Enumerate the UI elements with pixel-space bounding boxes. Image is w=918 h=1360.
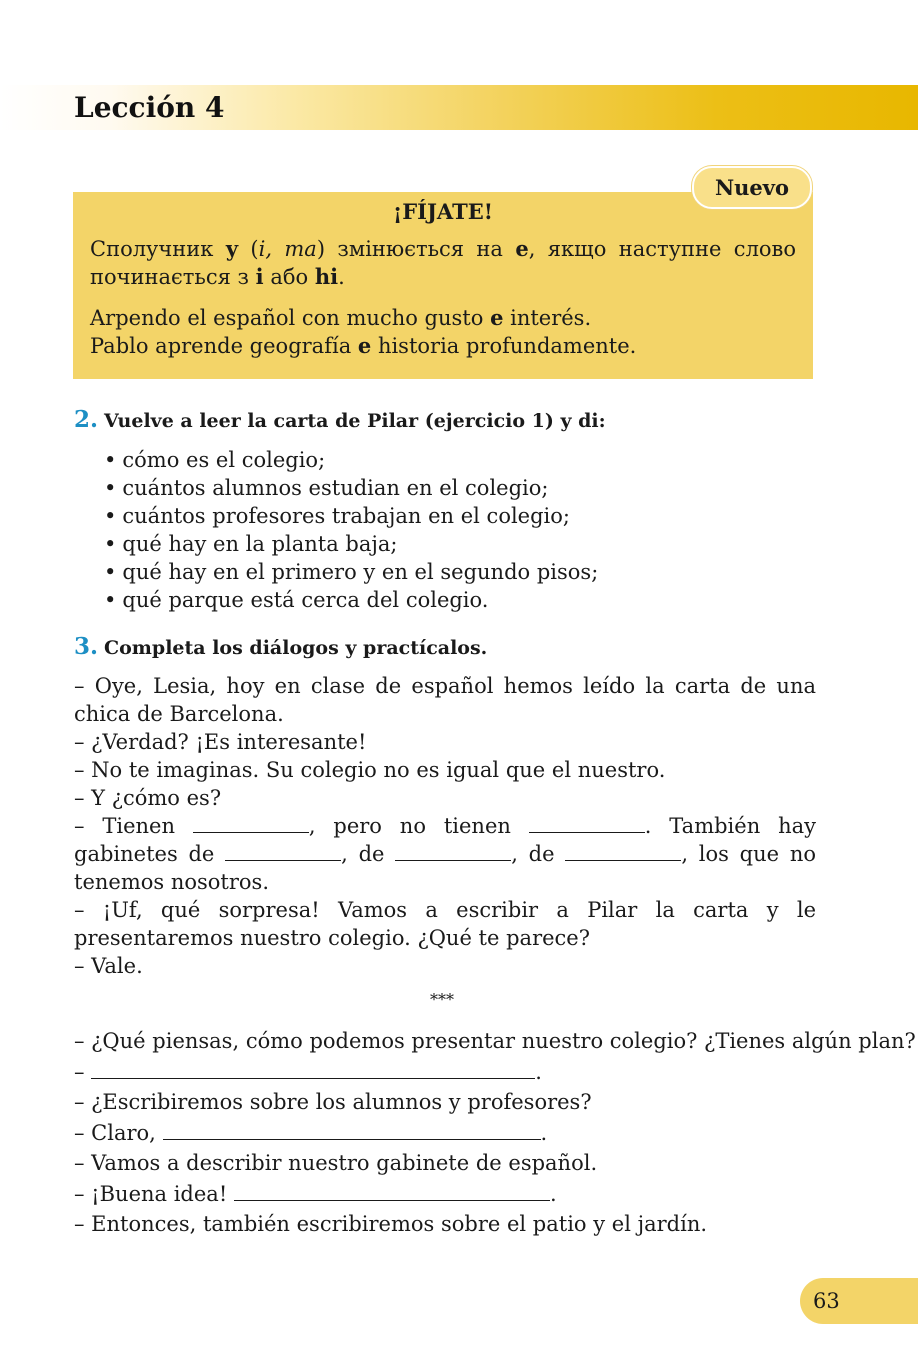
nuevo-badge: Nuevo [692,166,812,209]
dialog-line: – Vamos a describir nuestro gabinete de español. [74,1151,598,1175]
dialog-line-with-blanks: – Tienen , pero no tienen . También hay gabinetes de , de , de , los que no tenemos nosotros. [74,814,816,894]
answer-blank[interactable] [163,1121,541,1140]
dialog-line: – Vale. [74,954,143,978]
dialog-line: – ¡Uf, qué sorpresa! Vamos a escribir a Pilar la carta y le presentaremos nuestro colegio. ¿Qué te parece? [74,898,816,950]
answer-blank[interactable] [225,842,341,861]
dialog-line-with-blank: – ¡Buena idea! . [74,1181,557,1206]
fijate-rule: Сполучник y (i, та) змінюється на e, якщо наступне слово починається з i або hi. [90,236,797,289]
dialog-line: – No te imaginas. Su colegio no es igual que el nuestro. [74,758,666,782]
answer-blank[interactable] [565,842,681,861]
list-item: • cómo es el colegio; [104,446,598,474]
exercise-2-instruction: Vuelve a leer la carta de Pilar (ejercicio 1) y di: [104,410,606,432]
fijate-example-1: Arpendo el español con mucho gusto e interés. [90,305,592,330]
answer-blank[interactable] [529,814,645,833]
answer-blank[interactable] [234,1182,550,1201]
exercise-3-number: 3. [74,633,99,660]
dialog-line: – Y ¿cómo es? [74,786,222,810]
dialog-line-with-blank: – Claro, . [74,1120,548,1145]
fijate-examples [90,304,796,360]
dialog-line: – Entonces, también escribiremos sobre el patio y el jardín. [74,1212,708,1236]
answer-blank[interactable] [91,1060,535,1079]
dialog-line: – ¿Escribiremos sobre los alumnos y profesores? [74,1090,592,1114]
fijate-box [73,192,813,379]
exercise-2-number: 2. [74,406,99,433]
dialog-1 [74,672,816,980]
list-item: • cuántos profesores trabajan en el colegio; [104,502,598,530]
dialog-line: – ¿Verdad? ¡Es interesante! [74,730,367,754]
fijate-example-2: Pablo aprende geografía e historia profundamente. [90,333,637,358]
list-item: • cuántos alumnos estudian en el colegio; [104,474,598,502]
dialog-line: – ¿Qué piensas, cómo podemos presentar nuestro colegio? ¿Tienes algún plan? [74,1029,916,1053]
dialog-2 [74,1026,916,1240]
page-number: 63 [800,1278,918,1324]
list-item: • qué hay en el primero y en el segundo pisos; [104,558,598,586]
dialog-line: – Oye, Lesia, hoy en clase de español hemos leído la carta de una chica de Barcelona. [74,674,816,726]
exercise-3-heading [74,633,487,660]
list-item: • qué parque está cerca del colegio. [104,586,598,614]
lesson-title: Lección 4 [74,91,225,124]
exercise-2-heading [74,406,606,433]
answer-blank[interactable] [395,842,511,861]
fijate-title: ¡FÍJATE! [393,199,493,224]
answer-blank[interactable] [193,814,309,833]
section-separator: *** [430,990,454,1009]
list-item: • qué hay en la planta baja; [104,530,598,558]
exercise-3-instruction: Completa los diálogos y practícalos. [104,637,488,659]
dialog-line-with-blank: – . [74,1059,542,1084]
exercise-2-list [104,446,598,614]
